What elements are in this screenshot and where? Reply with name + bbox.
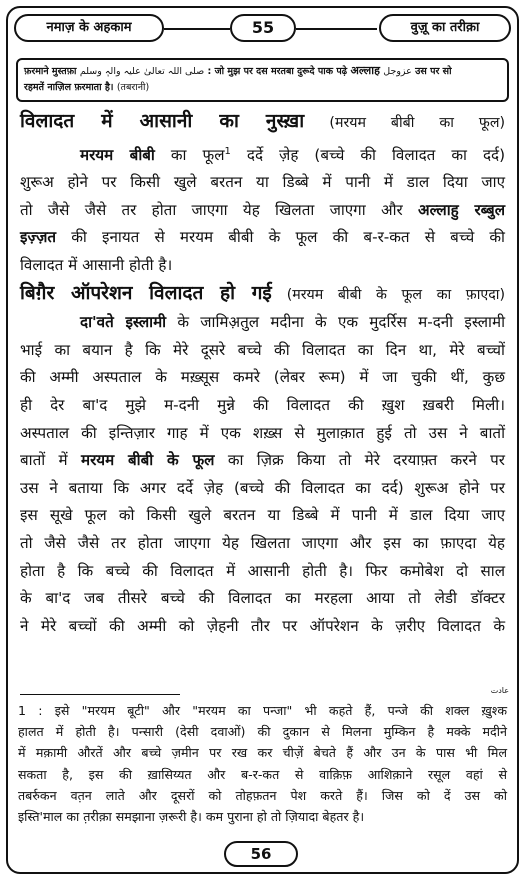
- paragraph-line: [20, 252, 505, 280]
- paragraph-line: [20, 392, 505, 420]
- bold-term: मरयम बीबी के फूल: [80, 451, 215, 470]
- paragraph-line: [20, 138, 505, 170]
- hadith-text-2: रहमतें नाज़िल फ़रमाता है।: [24, 82, 114, 93]
- footnote-separator: [20, 694, 180, 695]
- page-header: [14, 14, 511, 44]
- text-run: तो जैसे जैसे तर होता जाएगा येह खिलता जाएगा और इस का फ़ाएदा येह: [20, 533, 505, 552]
- footnote-line: 1 : इसे "मरयम बूटी" और "मरयम का पन्जा" भी कहते हैं, पन्जे की शक्ल ख़ुश्क: [18, 703, 507, 718]
- footnote-line: हालत में होती है। पन्सारी (देसी दवाओं) की दुकान से मिलना मुम्किन है मक्के मदीने: [18, 724, 507, 740]
- text-run: बातों में: [20, 451, 81, 470]
- hadith-allah: अल्लाह: [350, 64, 380, 77]
- text-run: का ज़िक्र किया तो मेरे दरयाफ़्त करने पर: [214, 451, 505, 470]
- hadith-salutation: صلی اللہ تعالیٰ علیہ والہٖ وسلم: [79, 66, 205, 77]
- paragraph-line: [20, 197, 505, 225]
- main-text: [20, 108, 505, 640]
- paragraph-line: [20, 558, 505, 586]
- paragraph-line: [20, 364, 505, 392]
- hadith-box: [16, 58, 509, 102]
- paragraph-line: [20, 309, 505, 337]
- header-rule-right: [296, 28, 377, 30]
- footnote-line: तबर्रुकन वत़न लाते और दूसरों को तोहफ़तन पेश करते हैं। जिस को दें उस को: [18, 787, 507, 803]
- hadith-source: (तबरानी): [116, 82, 150, 93]
- footnote-line: में मक़ामी औरतें और बच्चे ज़मीन पर रख कर चीज़ें बेचते हैं और उन के पास भी मिल: [18, 745, 507, 761]
- text-run: शुरूअ होने पर किसी खुले बरतन या डिब्बे में पानी में डाल दिया जाए: [20, 173, 505, 192]
- footnote-line: सकता है, इस की ख़ासिय्यत और ब-र-कत से वाक़िफ़ आशिक़ाने रसूल वहां से: [18, 766, 507, 782]
- hadith-line-1: [24, 63, 501, 80]
- catchword: عادت: [490, 686, 509, 695]
- paragraph-line: [20, 169, 505, 197]
- bold-term: मरयम बीबी: [80, 145, 155, 164]
- text-run: अस्पताल की इन्तिज़ार गाह में एक शख़्स से मुलाक़ात हुई तो उस ने बातों: [20, 423, 505, 442]
- section2-title: बिग़ैर ऑपरेशन विलादत हो गई: [20, 281, 272, 304]
- section1-title: विलादत में आसानी का नुस्ख़ा: [20, 110, 305, 132]
- text-run: ही देर बा'द मुझे म-दनी मुन्ने की विलादत की ख़ुश ख़बरी मिली।: [20, 396, 505, 414]
- text-run: इस सूखे फूल को किसी खुले बरतन या डिब्बे में पानी में डाल दिया जाए: [20, 506, 505, 525]
- text-run: भाई का बयान है कि मेरे दूसरे बच्चे की विलादत का दिन था, मेरे बच्चों: [20, 340, 505, 359]
- paragraph-line: [20, 585, 505, 613]
- chapter-title: वुज़ू का तरीक़ा: [379, 14, 511, 42]
- footnote-line: इस्ति'माल का त़रीक़ा समझाना ज़रूरी है। कम पुराना हो तो ज़ियादा बेहतर है।: [18, 809, 365, 825]
- text-run: दर्दे ज़ेह (बच्चे की विलादत का दर्द): [230, 145, 505, 164]
- hadith-line-2: [24, 80, 501, 96]
- paragraph-line: [20, 420, 505, 448]
- section2-subtitle: (मरयम बीबी के फूल का फ़ाएदा): [286, 286, 505, 303]
- text-run: के बा'द जब तीसरे बच्चे की विलादत का मरहला आया तो लेडी डॉक्टर: [20, 589, 505, 608]
- text-run: तो जैसे जैसे तर होता जाएगा येह खिलता जाएगा और: [20, 200, 418, 219]
- text-run: की अम्मी अस्पताल के मख़्सूस कमरे (लेबर रूम) में जा चुकी थीं, कुछ: [20, 368, 505, 387]
- hadith-tail: उस पर सो: [415, 66, 452, 77]
- book-title: नमाज़ के अहकाम: [14, 14, 164, 42]
- text-run: की इनायत से मरयम बीबी के फूल की ब-र-कत से बच्चे की: [56, 228, 505, 247]
- header-rule-left: [164, 28, 230, 30]
- text-run: ने मेरे बच्चों की अम्मी को ज़ेहनी तौर पर ऑपरेशन के ज़रीए विलादत के: [20, 616, 505, 635]
- paragraph-line: [20, 337, 505, 365]
- page-number-bottom: 56: [224, 841, 298, 867]
- paragraph-line: [20, 447, 505, 475]
- footnote-ref: 1: [224, 145, 231, 157]
- text-run: का फूल: [154, 145, 225, 164]
- section2-heading: [20, 280, 505, 310]
- hadith-text: : जो मुझ पर दस मरतबा दुरूदे पाक पढ़े: [207, 66, 348, 77]
- footnote: [18, 700, 507, 827]
- section1-subtitle: (मरयम बीबी का फूल): [329, 115, 506, 131]
- hadith-lead: फ़रमाने मुस्तफ़ा: [24, 66, 77, 77]
- section1-heading: [20, 108, 505, 138]
- bold-term: अल्लाहु रब्बुल: [417, 200, 506, 219]
- bold-term: दा'वते इस्लामी: [80, 313, 167, 332]
- bold-term: इज़्ज़त: [20, 228, 57, 247]
- text-run: उस ने बताया कि अगर दर्दे ज़ेह (बच्चे की विलादत का दर्द) शुरूअ होने पर: [20, 478, 505, 497]
- paragraph-line: [20, 530, 505, 558]
- paragraph-line: [20, 613, 505, 641]
- text-run: विलादत में आसानी होती है।: [20, 256, 173, 275]
- paragraph-line: [20, 502, 505, 530]
- text-run: होता है कि बच्चे की विलादत में आसानी होती है। फिर कमोबेश दो साल: [20, 561, 505, 580]
- paragraph-line: [20, 475, 505, 503]
- hadith-azzawajal: عزوجل: [383, 66, 412, 77]
- paragraph-line: [20, 224, 505, 252]
- text-run: के जामिअ़तुल मदीना के एक मुदर्रिस म-दनी इस्लामी: [166, 313, 505, 332]
- page-number-top: 55: [230, 14, 296, 42]
